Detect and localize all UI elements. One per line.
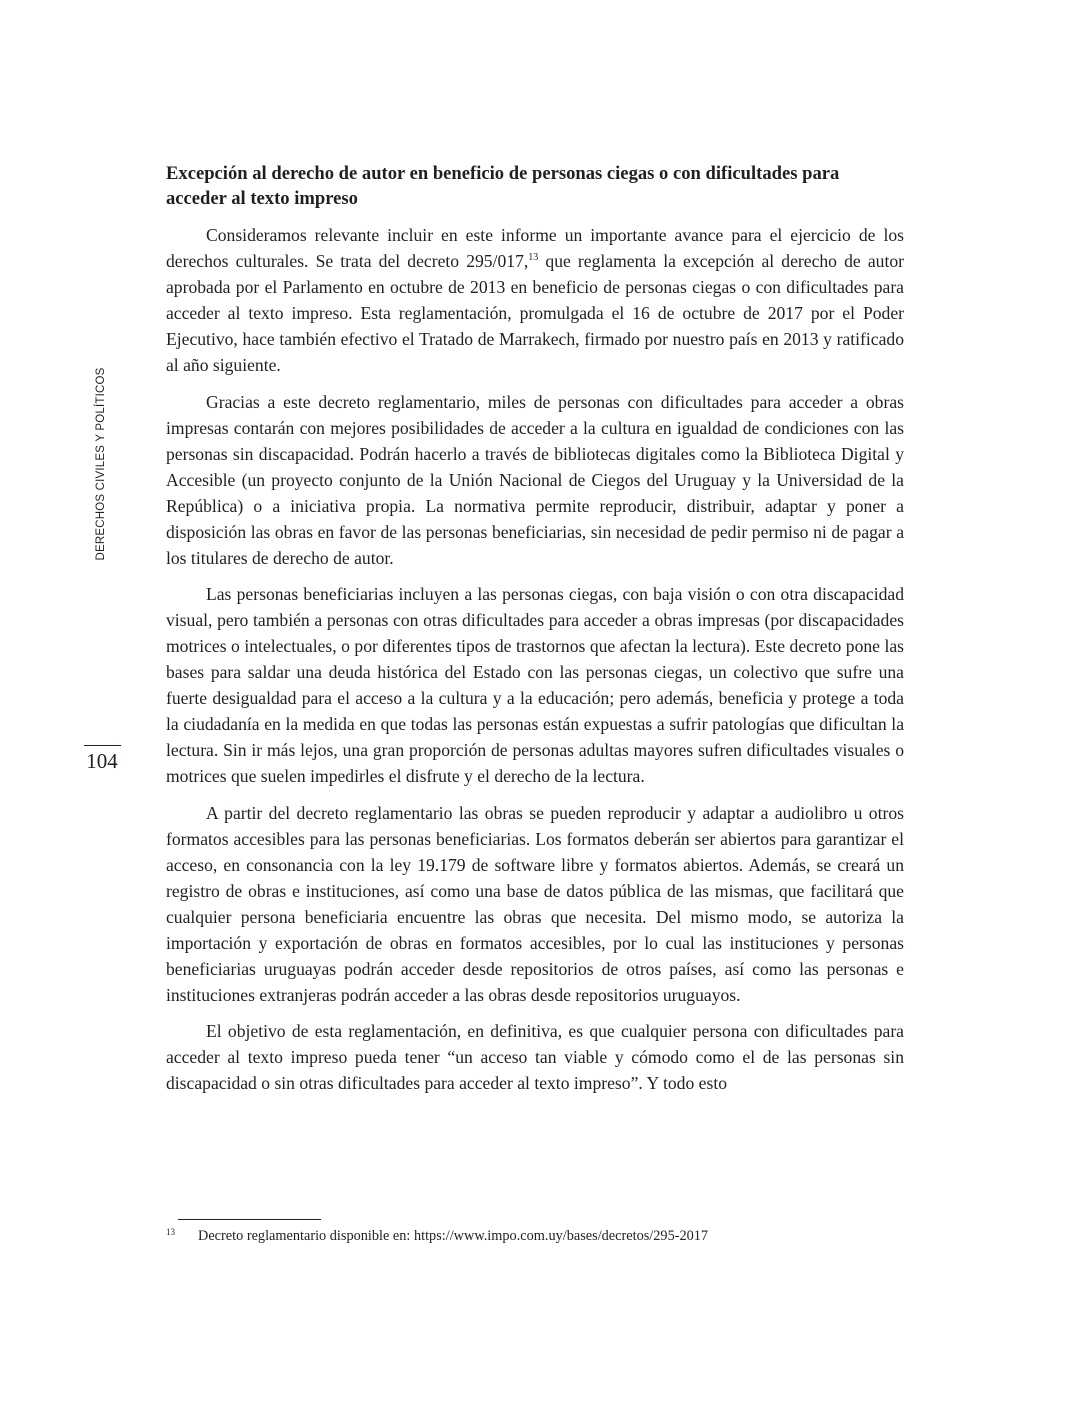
paragraph-1-text-start: Consideramos relevante incluir en este informe un importante avance para el ejercicio de los derechos culturales. Se trata del decreto 295/017,: [166, 225, 904, 271]
page-number: 104: [86, 749, 118, 773]
footnote-reference: 13: [528, 252, 539, 263]
footnote-rule: [178, 1219, 321, 1220]
footnote: 13 Decreto reglamentario disponible en: https://www.impo.com.uy/bases/decretos/295-2017: [166, 1227, 709, 1244]
paragraph-3: Las personas beneficiarias incluyen a las personas ciegas, con baja visión o con otra discapacidad visual, pero también a personas con otras dificultades para acceder a obras impresas (por discapacidades motrices o intelectuales, o por diferentes tipos de trastornos que afectan la lectura). Este decreto pone las bases para saldar una deuda histórica del Estado con las personas ciegas, un colectivo que sufre una fuerte desigualdad para el acceso a la cultura y a la educación; pero además, beneficia y protege a toda la ciudadanía en la medida en que todas las personas están expuestas a sufrir patologías que dificultan la lectura. Sin ir más lejos, una gran proporción de personas adultas mayores sufren dificultades visuales o motrices que suelen impedirles el disfrute y el derecho de la lectura.: [166, 584, 904, 786]
paragraph-1-text-end: que reglamenta la excepción al derecho de autor aprobada por el Parlamento en octubre de 2013 en beneficio de personas ciegas o con dificultades para acceder al texto impreso. Esta reglamentación, promulgada el 16 de octubre de 2017 por el Poder Ejecutivo, hace también efectivo el Tratado de Marrakech, firmado por nuestro país en 2013 y ratificado al año siguiente.: [166, 251, 904, 375]
footnote-text: Decreto reglamentario disponible en: https://www.impo.com.uy/bases/decretos/295-2017: [198, 1228, 709, 1244]
section-heading: Excepción al derecho de autor en beneficio de personas ciegas o con dificultades para acceder al texto impreso: [166, 163, 840, 209]
paragraph-2: Gracias a este decreto reglamentario, miles de personas con dificultades para acceder a obras impresas contarán con mejores posibilidades de acceder a la cultura en igualdad de condiciones con las personas sin discapacidad. Podrán hacerlo a través de bibliotecas digitales como la Biblioteca Digital y Accesible (un proyecto conjunto de la Unión Nacional de Ciegos del Uruguay y la Universidad de la República) o a iniciativa propia. La normativa permite reproducir, distribuir, adaptar y poner a disposición las obras en favor de las personas beneficiarias, sin necesidad de pedir permiso ni de pagar a los titulares de derecho de autor.: [166, 391, 904, 568]
paragraph-4: A partir del decreto reglamentario las obras se pueden reproducir y adaptar a audiolibro u otros formatos accesibles para las personas beneficiarias. Los formatos deberán ser abiertos para garantizar el acceso, en consonancia con la ley 19.179 de software libre y formatos abiertos. Además, se creará un registro de obras e instituciones, así como una base de datos pública de las mismas, que facilitará que cualquier persona beneficiaria encuentre las obras que necesita. Del mismo modo, se autoriza la importación y exportación de obras en formatos accesibles, por lo cual las instituciones y personas beneficiarias uruguayas podrán acceder desde repositorios de otros países, así como las personas e instituciones extranjeras podrán acceder a las obras desde repositorios uruguayos.: [166, 802, 904, 1005]
page-number-rule: [84, 745, 121, 746]
paragraph-5: El objetivo de esta reglamentación, en definitiva, es que cualquier persona con dificultades para acceder al texto impreso pueda tener “un acceso tan viable y cómodo como el de las personas sin discapacidad o sin otras dificultades para acceder al texto impreso”. Y todo esto: [166, 1021, 904, 1093]
running-section-label: DERECHOS CIVILES Y POLÍTICOS: [95, 367, 107, 561]
paragraph-1: [166, 222, 904, 378]
main-content: [166, 161, 904, 1107]
